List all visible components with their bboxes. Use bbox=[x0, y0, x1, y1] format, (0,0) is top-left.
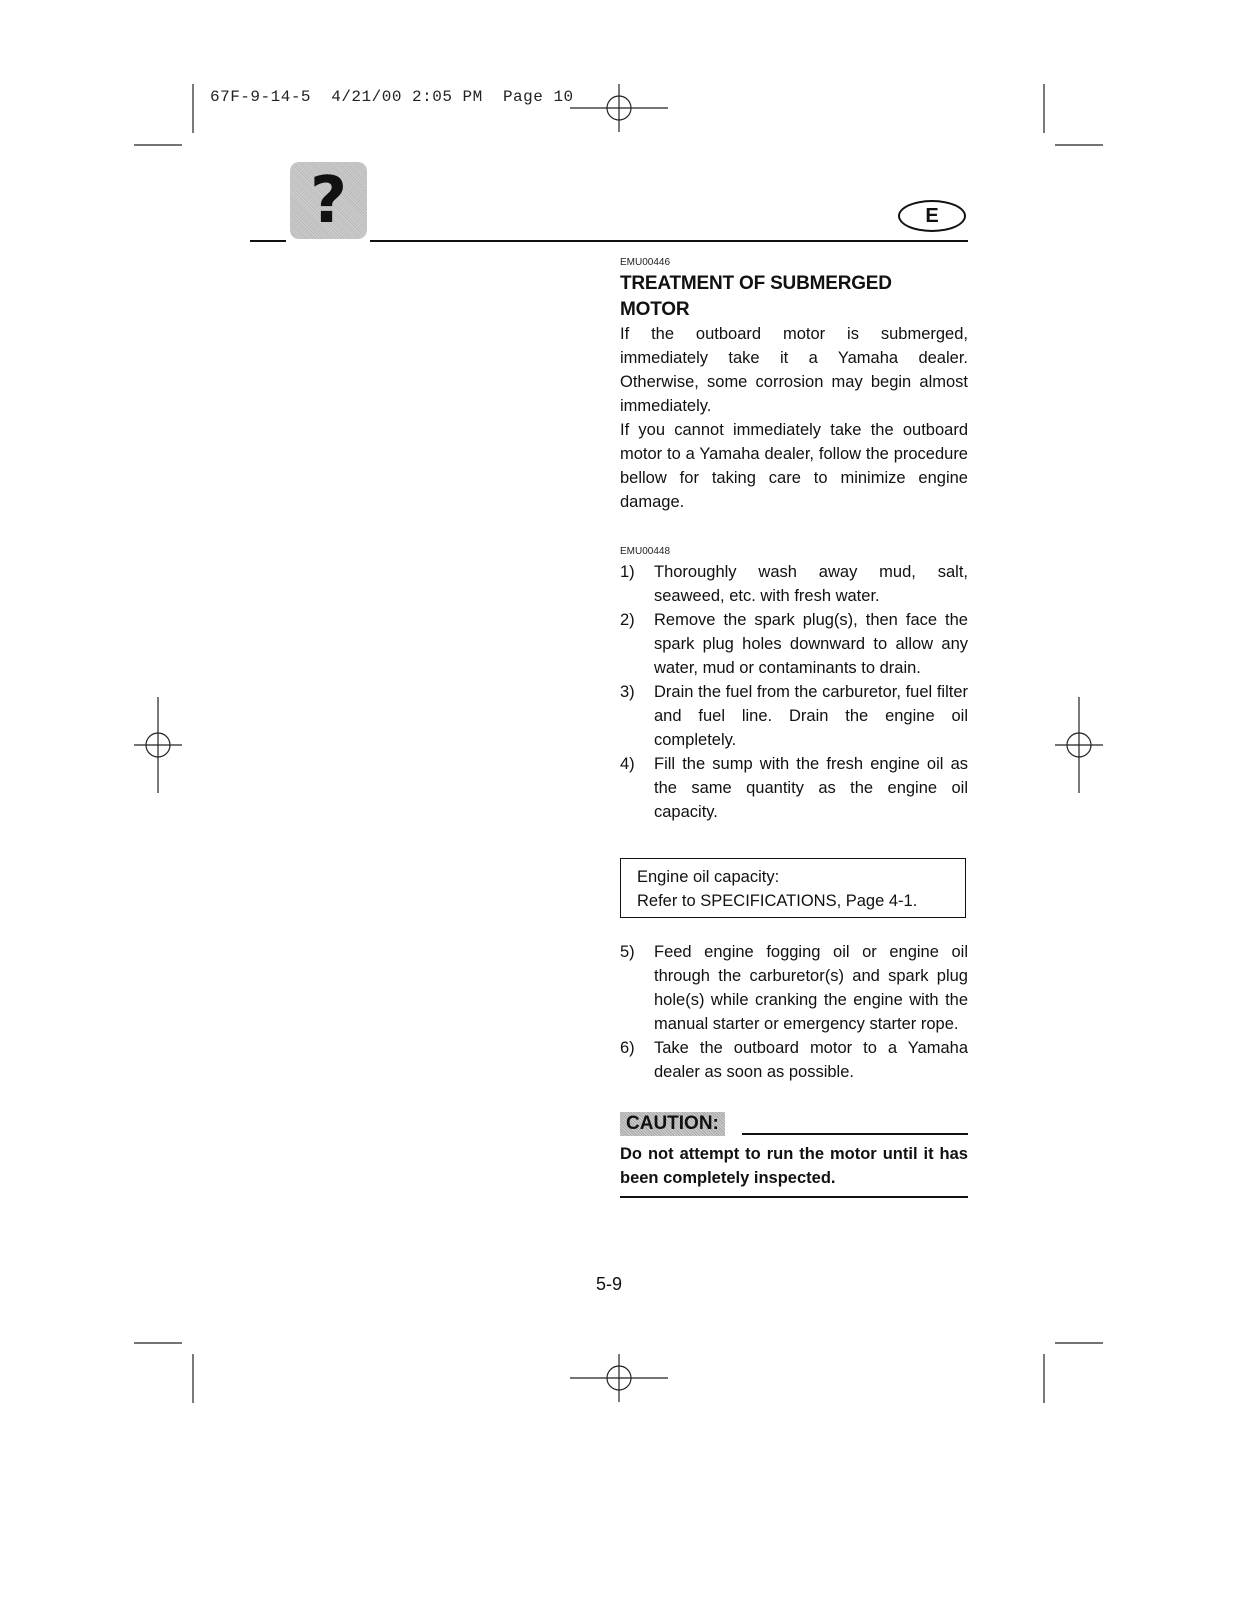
procedure-steps-continued bbox=[620, 940, 968, 1084]
step-number: 3) bbox=[620, 683, 635, 701]
list-item bbox=[620, 752, 968, 824]
list-item bbox=[620, 560, 968, 608]
caution-text: Do not attempt to run the motor until it has been completely inspected. bbox=[620, 1145, 968, 1187]
step-number: 5) bbox=[620, 943, 635, 961]
list-item bbox=[620, 1036, 968, 1084]
section-title-line1: TREATMENT OF SUBMERGED bbox=[620, 273, 892, 294]
list-item bbox=[620, 940, 968, 1036]
step-text: Feed engine fogging oil or engine oil through the carburetor(s) and spark plug hole(s) while cranking the engine with the manual starter or emergency starter rope. bbox=[654, 943, 968, 1033]
language-badge: E bbox=[898, 200, 966, 232]
header-rule-right bbox=[370, 240, 968, 242]
caution-rule bbox=[742, 1133, 968, 1135]
step-number: 2) bbox=[620, 611, 635, 629]
section-title bbox=[620, 271, 968, 323]
caution-bottom-rule bbox=[620, 1196, 968, 1198]
step-text: Remove the spark plug(s), then face the spark plug holes downward to allow any water, mud or contaminants to drain. bbox=[654, 611, 968, 677]
intro-paragraph-2: If you cannot immediately take the outboard motor to a Yamaha dealer, follow the procedure bellow for taking care to minimize engine damage. bbox=[620, 421, 968, 511]
step-text: Take the outboard motor to a Yamaha dealer as soon as possible. bbox=[654, 1039, 968, 1081]
print-slug: 67F-9-14-5 4/21/00 2:05 PM Page 10 bbox=[210, 88, 574, 106]
list-item bbox=[620, 608, 968, 680]
spec-box-line2: Refer to SPECIFICATIONS, Page 4-1. bbox=[637, 892, 918, 910]
spec-box bbox=[620, 858, 966, 918]
step-number: 6) bbox=[620, 1039, 635, 1057]
step-number: 4) bbox=[620, 755, 635, 773]
step-text: Drain the fuel from the carburetor, fuel filter and fuel line. Drain the engine oil completely. bbox=[654, 683, 968, 749]
header-rule-left bbox=[250, 240, 286, 242]
procedure-steps bbox=[620, 560, 968, 824]
section-code: EMU00446 bbox=[620, 257, 671, 268]
question-mark-icon: ? bbox=[290, 162, 367, 239]
step-number: 1) bbox=[620, 563, 635, 581]
spec-box-line1: Engine oil capacity: bbox=[637, 868, 780, 886]
step-text: Fill the sump with the fresh engine oil as the same quantity as the engine oil capacity. bbox=[654, 755, 968, 821]
list-item bbox=[620, 680, 968, 752]
step-text: Thoroughly wash away mud, salt, seaweed, etc. with fresh water. bbox=[654, 563, 968, 605]
section-title-line2: MOTOR bbox=[620, 299, 690, 320]
page-number: 5-9 bbox=[596, 1274, 623, 1294]
caution-label: CAUTION: bbox=[620, 1112, 725, 1136]
procedure-code: EMU00448 bbox=[620, 546, 671, 557]
intro-paragraph-1: If the outboard motor is submerged, immediately take it a Yamaha dealer. Otherwise, some corrosion may begin almost immediately. bbox=[620, 325, 968, 415]
